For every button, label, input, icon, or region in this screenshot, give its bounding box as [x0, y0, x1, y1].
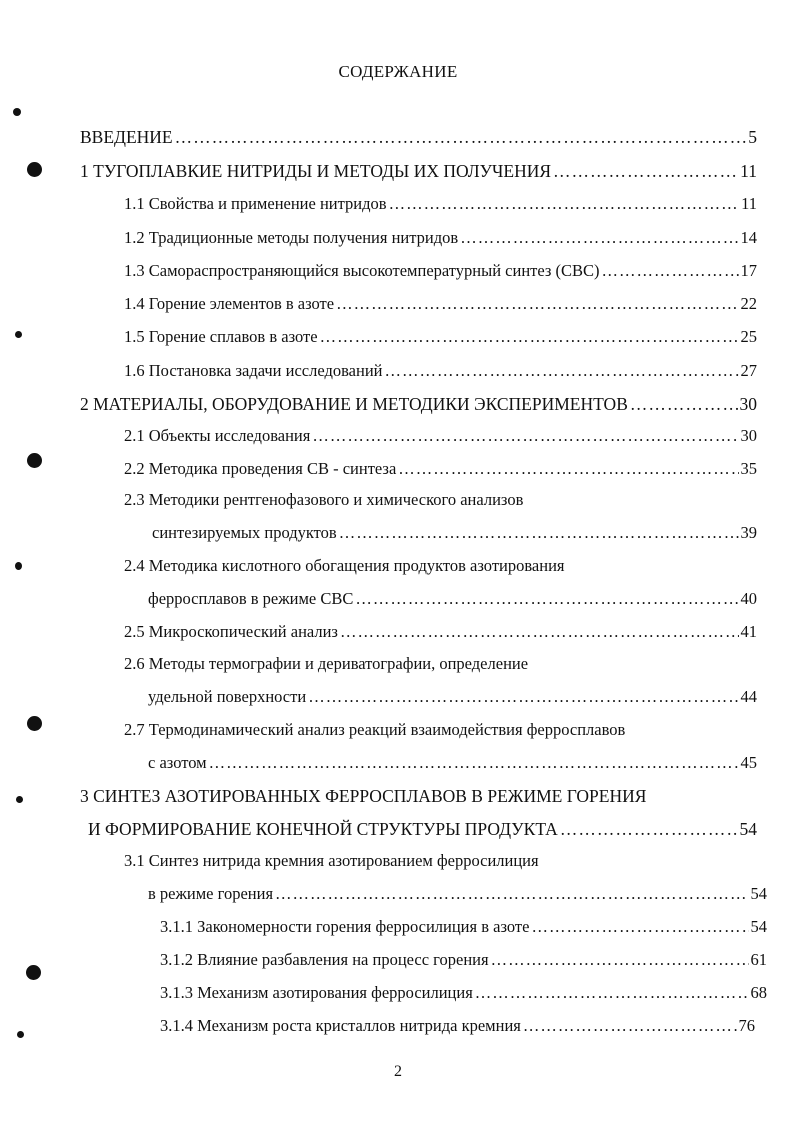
toc-entry[interactable] — [148, 589, 757, 609]
toc-leader — [630, 394, 738, 414]
toc-entry-page: 17 — [740, 261, 757, 280]
toc-entry-page: 14 — [740, 228, 757, 247]
toc-entry[interactable] — [148, 687, 757, 707]
toc-entry-title: 2.2 Методика проведения СВ - синтеза — [124, 459, 397, 478]
punch-hole-mark — [27, 162, 42, 177]
toc-leader — [175, 127, 747, 147]
toc-entry[interactable] — [160, 1016, 755, 1036]
toc-entry[interactable] — [124, 361, 757, 381]
punch-hole-mark — [15, 562, 22, 570]
toc-entry-page: 41 — [740, 622, 757, 641]
toc-entry-page: 54 — [750, 884, 767, 903]
toc-entry-title: 1.3 Самораспространяющийся высокотемпературный синтез (СВС) — [124, 261, 600, 280]
toc-entry[interactable] — [148, 753, 757, 773]
toc-entry[interactable] — [80, 394, 757, 414]
toc-entry-page: 30 — [740, 426, 757, 445]
toc-leader — [275, 884, 748, 904]
toc-entry[interactable] — [160, 983, 767, 1003]
punch-hole-mark — [27, 716, 42, 731]
toc-entry-page: 76 — [738, 1016, 755, 1035]
toc-leader — [602, 261, 739, 281]
toc-entry-page: 27 — [740, 361, 757, 380]
toc-entry[interactable] — [124, 294, 757, 314]
toc-leader — [340, 622, 739, 642]
toc-entry[interactable] — [124, 261, 757, 281]
toc-entry-title: И ФОРМИРОВАНИЕ КОНЕЧНОЙ СТРУКТУРЫ ПРОДУКТА — [88, 819, 558, 839]
toc-entry[interactable] — [124, 194, 757, 214]
toc-entry-title: 1.4 Горение элементов в азоте — [124, 294, 335, 313]
toc-leader — [308, 687, 738, 707]
toc-leader — [491, 950, 749, 970]
toc-entry-page: 5 — [748, 127, 757, 147]
toc-entry-title: 1.6 Постановка задачи исследований — [124, 361, 383, 380]
toc-entry[interactable] — [88, 819, 757, 839]
toc-leader — [560, 819, 738, 839]
toc-leader — [339, 523, 739, 543]
toc-entry-title: 2 МАТЕРИАЛЫ, ОБОРУДОВАНИЕ И МЕТОДИКИ ЭКСПЕРИМЕНТОВ — [80, 394, 628, 414]
toc-entry-title: 3 СИНТЕЗ АЗОТИРОВАННЫХ ФЕРРОСПЛАВОВ В РЕЖИМЕ ГОРЕНИЯ — [80, 786, 647, 806]
toc-entry-title: 3.1 Синтез нитрида кремния азотированием ферросилиция — [124, 851, 539, 870]
toc-entry[interactable] — [124, 459, 757, 479]
toc-entry-page: 44 — [740, 687, 757, 706]
toc-entry-title: ВВЕДЕНИЕ — [80, 127, 173, 147]
toc-leader — [355, 589, 738, 609]
toc-leader — [209, 753, 739, 773]
toc-leader — [312, 426, 738, 446]
toc-entry-title: 2.1 Объекты исследования — [124, 426, 311, 445]
toc-entry-page: 11 — [741, 194, 757, 213]
toc-entry-page: 35 — [740, 459, 757, 478]
toc-leader — [553, 161, 738, 181]
toc-entry-page: 40 — [740, 589, 757, 608]
toc-leader — [523, 1016, 737, 1036]
toc-entry[interactable] — [152, 523, 757, 543]
toc-entry-page: 68 — [750, 983, 767, 1002]
toc-entry-title: в режиме горения — [148, 884, 274, 903]
toc-entry-page: 54 — [739, 819, 757, 839]
toc-entry-title: 3.1.1 Закономерности горения ферросилиция в азоте — [160, 917, 530, 936]
toc-leader — [398, 459, 738, 479]
toc-entry-title: 3.1.2 Влияние разбавления на процесс горения — [160, 950, 489, 969]
toc-entry-title: 1.5 Горение сплавов в азоте — [124, 327, 318, 346]
toc-entry[interactable] — [160, 917, 767, 937]
page-title: СОДЕРЖАНИЕ — [338, 62, 458, 81]
toc-entry-title: 2.5 Микроскопический анализ — [124, 622, 338, 641]
toc-entry-page: 22 — [740, 294, 757, 313]
toc-entry-title: с азотом — [148, 753, 207, 772]
toc-entry-page: 30 — [739, 394, 757, 414]
punch-hole-mark — [13, 108, 21, 116]
toc-entry-title: 2.7 Термодинамический анализ реакций взаимодействия ферросплавов — [124, 720, 626, 739]
toc-leader — [531, 917, 748, 937]
toc-entry-title: ферросплавов в режиме СВС — [148, 589, 354, 608]
toc-entry-page: 54 — [750, 917, 767, 936]
toc-leader — [384, 361, 738, 381]
toc-entry[interactable] — [148, 884, 767, 904]
toc-entry-title: 2.3 Методики рентгенофазового и химического анализов — [124, 490, 524, 509]
toc-leader — [475, 983, 749, 1003]
toc-entry-title: 2.6 Методы термографии и дериватографии, определение — [124, 654, 529, 673]
punch-hole-mark — [27, 453, 42, 468]
toc-entry-title: 2.4 Методика кислотного обогащения продуктов азотирования — [124, 556, 565, 575]
toc-entry[interactable] — [80, 161, 757, 181]
toc-entry-page: 61 — [750, 950, 767, 969]
punch-hole-mark — [17, 1031, 24, 1038]
toc-entry-page: 25 — [740, 327, 757, 346]
toc-entry-title: удельной поверхности — [148, 687, 307, 706]
toc-leader — [389, 194, 740, 214]
punch-hole-mark — [26, 965, 41, 980]
toc-entry-title: 1.1 Свойства и применение нитридов — [124, 194, 387, 213]
toc-entry-title: 1.2 Традиционные методы получения нитридов — [124, 228, 459, 247]
toc-entry[interactable] — [160, 950, 767, 970]
punch-hole-mark — [15, 331, 22, 338]
toc-entry-title: синтезируемых продуктов — [152, 523, 337, 542]
toc-entry[interactable] — [124, 327, 757, 347]
toc-entry-page: 39 — [740, 523, 757, 542]
toc-leader — [460, 228, 738, 248]
toc-entry-title: 3.1.3 Механизм азотирования ферросилиция — [160, 983, 473, 1002]
page-number: 2 — [394, 1063, 402, 1080]
toc-entry[interactable] — [80, 127, 757, 147]
punch-hole-mark — [16, 796, 23, 803]
toc-entry-title: 3.1.4 Механизм роста кристаллов нитрида кремния — [160, 1016, 521, 1035]
toc-entry[interactable] — [124, 622, 757, 642]
toc-entry-page: 45 — [740, 753, 757, 772]
toc-entry[interactable] — [124, 426, 757, 446]
toc-leader — [336, 294, 738, 314]
toc-entry-page: 11 — [740, 161, 757, 181]
toc-entry[interactable] — [124, 228, 757, 248]
toc-leader — [320, 327, 739, 347]
toc-entry-title: 1 ТУГОПЛАВКИЕ НИТРИДЫ И МЕТОДЫ ИХ ПОЛУЧЕНИЯ — [80, 161, 552, 181]
